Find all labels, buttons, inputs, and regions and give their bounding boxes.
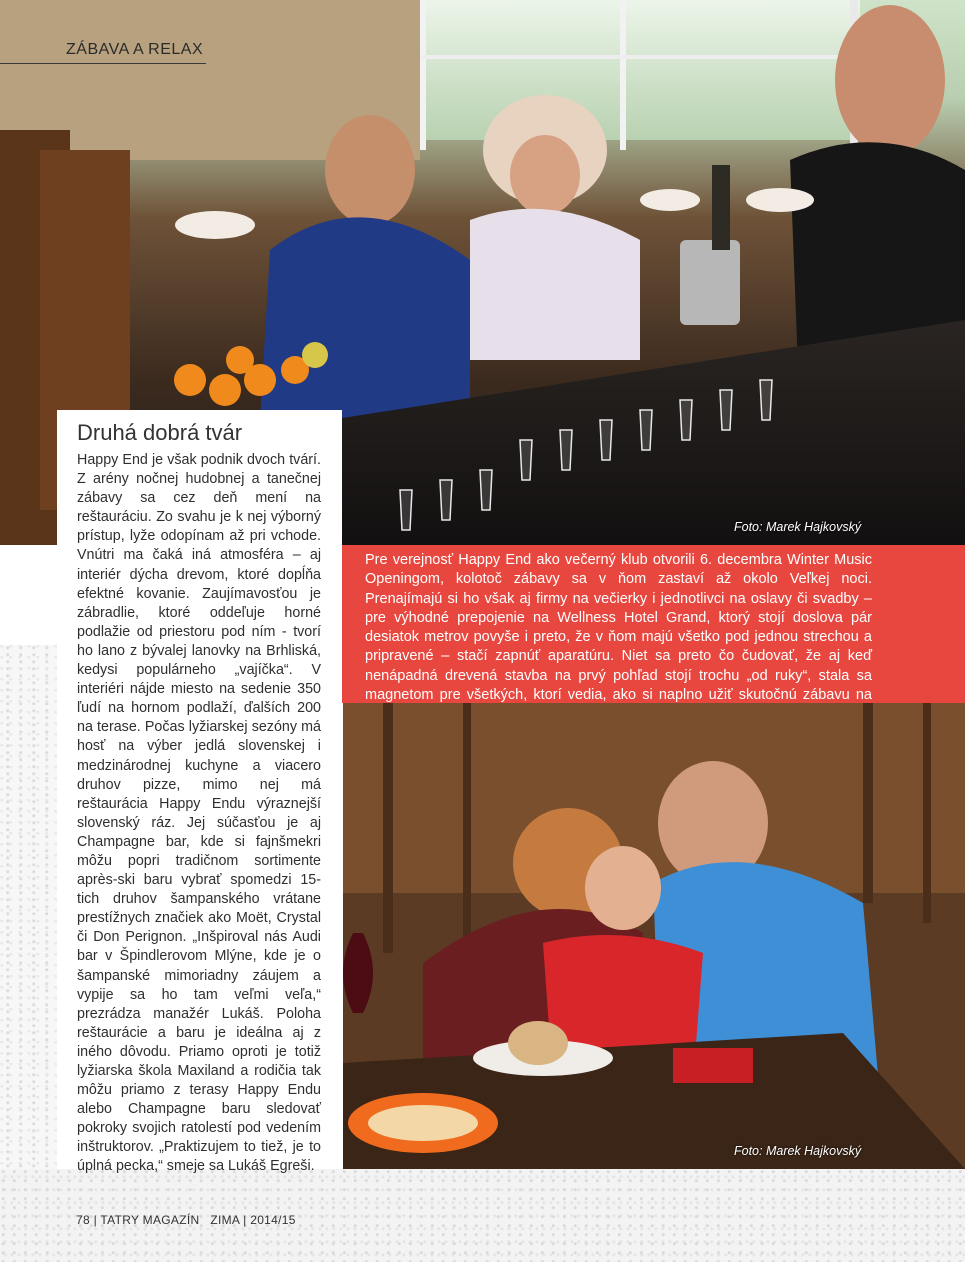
- photo-family-scene: [343, 703, 965, 1169]
- page-footer: 78 | TATRY MAGAZÍN ZIMA | 2014/15: [76, 1213, 296, 1227]
- promo-text: Pre verejnosť Happy End ako večerný klub otvorili 6. decembra Winter Music Openingom, kolotoč zábavy sa v ňom zastaví až okolo Veľkej noci. Prenajímajú si ho však aj firmy na večierky i jednotlivci na oslavy či svadby – pre výhodné prepojenie na Wellness Hotel Grand, ktorý stojí doslova pár desiatok metrov povyše i preto, že v ňom majú všetko pod jednou strechou a pripravené – stačí zapnúť aparatúru. Niet sa preto čo čudovať, že aj keď nenápadná drevená stavba na prvý pohľad stojí trochu „od ruky“, stala sa magnetom pre všetkých, ktorí vedia, ako si naplno užiť skutočnú zábavu na: [365, 552, 872, 704]
- photo-credit-bottom: Foto: Marek Hajkovský: [734, 1144, 862, 1158]
- section-label: ZÁBAVA A RELAX: [66, 41, 204, 58]
- section-rule: [0, 63, 206, 64]
- article-body: Happy End je však podnik dvoch tvárí. Z arény nočnej hudobnej a tanečnej zábavy sa cez deň mení na reštauráciu. Zo svahu je k nej výborný prístup, lyže odopínam až pri vchode. Vnútri ma čaká iná atmosféra – aj interiér dýcha drevom, ktoré dopĺňa efektné kovanie. Zaujímavosťou je zábradlie, ktoré oddeľuje horné podlažie od priestoru pod ním - tvorí ho lano z bývalej lanovky na Brhliská, kedysi populárneho „vajíčka“. V interiéri nájde miesto na sedenie 350 ľudí na hornom podlaží, ďalších 200 na terase. Počas lyžiarskej sezóny má hosť na výber jedlá slovenskej i medzinárodnej kuchyne a viacero druhov pizze, mimo nej má reštaurácia Happy Endu výraznejší slovenský ráz. Jej súčasťou je aj Champagne bar, kde si fajnšmekri môžu popri tradičnom sortimente après-ski baru vybrať spomedzi 15-tich druhov šampanského vrátane prestížnych značiek ako Moët, Crystal či Don Perignon. „Inšpiroval nás Audi bar v Špindlerovom Mlýne, kde je o šampanské mimoriadny záujem a vypije sa ho tam veľmi veľa,“ prezrádza manažér Lukáš. Poloha reštaurácie a baru je ideálna aj z iného dôvodu. Priamo oproti je totiž lyžiarska škola Maxiland a rodičia tak môžu priamo z terasy Happy Endu alebo Champagne baru sledovať pokroky svojich ratolestí pod vedením inštruktorov. „Praktizujem to tiež, je to úplná pecka,“ smeje sa Lukáš Egreši.: [77, 452, 321, 1175]
- article-heading: Druhá dobrá tvár: [77, 420, 243, 445]
- photo-credit-top: Foto: Marek Hajkovský: [734, 520, 862, 534]
